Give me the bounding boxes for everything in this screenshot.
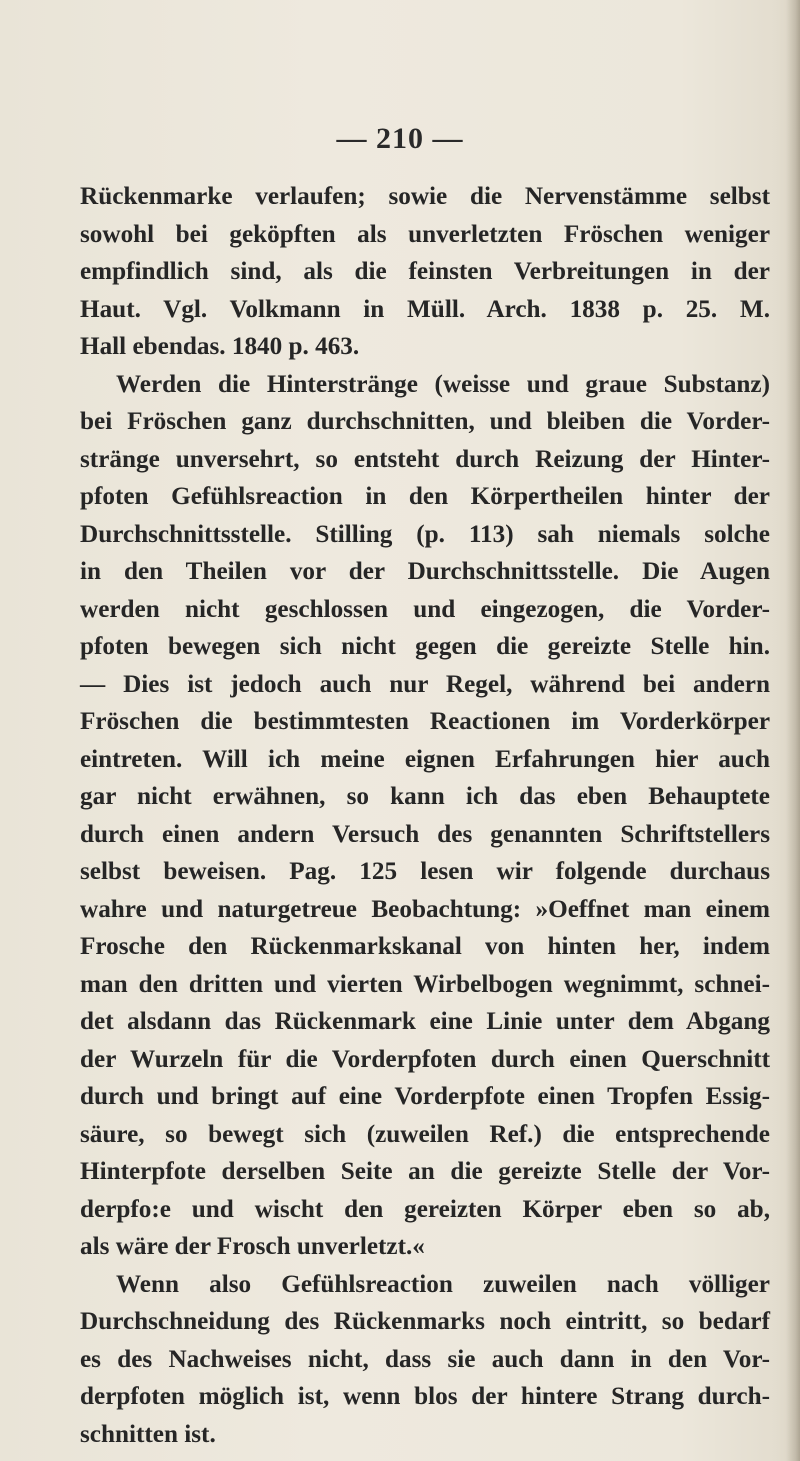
text-line: sowohl bei geköpften als unverletzten Fröschen weniger [80,220,770,248]
body-text [80,178,770,1453]
text-line: Rückenmarke verlaufen; sowie die Nervenstämme selbst [80,183,770,210]
text-line: pfoten bewegen sich nicht gegen die gereizte Stelle hin. [80,633,770,660]
text-line: stränge unversehrt, so entsteht durch Reizung der Hinter- [80,445,770,473]
text-line: säure, so bewegt sich (zuweilen Ref.) die entsprechende [80,1120,770,1148]
text-line: schnitten ist. [80,1420,216,1448]
page-number: — 210 — [336,122,464,155]
page-edge-shadow [786,0,800,1461]
text-line: wahre und naturgetreue Beobachtung: »Oeffnet man einem [80,895,770,923]
text-line: Haut. Vgl. Volkmann in Müll. Arch. 1838 p. 25. M. [80,295,770,323]
text-line: durch einen andern Versuch des genannten Schriftstellers [80,820,770,848]
text-line: Hall ebendas. 1840 p. 463. [80,333,360,360]
text-line: pfoten Gefühlsreaction in den Körpertheilen hinter der [80,483,770,510]
text-line: gar nicht erwähnen, so kann ich das eben Behauptete [80,783,770,810]
text-line: in den Theilen vor der Durchschnittsstelle. Die Augen [80,558,770,585]
text-line: als wäre der Frosch unverletzt.« [80,1233,425,1260]
text-line: — Dies ist jedoch auch nur Regel, während bei andern [80,670,770,698]
text-line: derpfoten möglich ist, wenn blos der hintere Strang durch- [80,1383,770,1410]
text-line: Werden die Hinterstränge (weisse und graue Substanz) [116,370,770,398]
text-line: empfindlich sind, als die feinsten Verbreitungen in der [80,258,770,285]
text-line: man den dritten und vierten Wirbelbogen wegnimmt, schnei- [80,970,770,998]
paragraph-2 [80,366,770,1266]
paragraph-1 [80,178,770,366]
text-line: es des Nachweises nicht, dass sie auch dann in den Vor- [80,1345,770,1373]
text-line: durch und bringt auf eine Vorderpfote einen Tropfen Essig- [80,1083,770,1110]
text-line: det alsdann das Rückenmark eine Linie unter dem Abgang [80,1008,770,1035]
text-line: Durchschneidung des Rückenmarks noch eintritt, so bedarf [80,1308,770,1335]
paragraph-3 [80,1266,770,1454]
text-line: Hinterpfote derselben Seite an die gereizte Stelle der Vor- [80,1158,770,1185]
text-line: bei Fröschen ganz durchschnitten, und bleiben die Vorder- [80,408,770,435]
text-line: derpfo:e und wischt den gereizten Körper eben so ab, [80,1195,770,1223]
text-line: werden nicht geschlossen und eingezogen, die Vorder- [80,595,770,623]
text-line: eintreten. Will ich meine eignen Erfahrungen hier auch [80,745,770,773]
text-line: Wenn also Gefühlsreaction zuweilen nach völliger [116,1270,770,1298]
text-line: Frosche den Rückenmarkskanal von hinten her, indem [80,933,770,960]
text-line: Fröschen die bestimmtesten Reactionen im Vorderkörper [80,708,770,735]
text-line: selbst beweisen. Pag. 125 lesen wir folgende durchaus [80,858,770,885]
text-line: der Wurzeln für die Vorderpfoten durch einen Querschnitt [80,1045,770,1073]
text-line: Durchschnittsstelle. Stilling (p. 113) sah niemals solche [80,520,770,548]
